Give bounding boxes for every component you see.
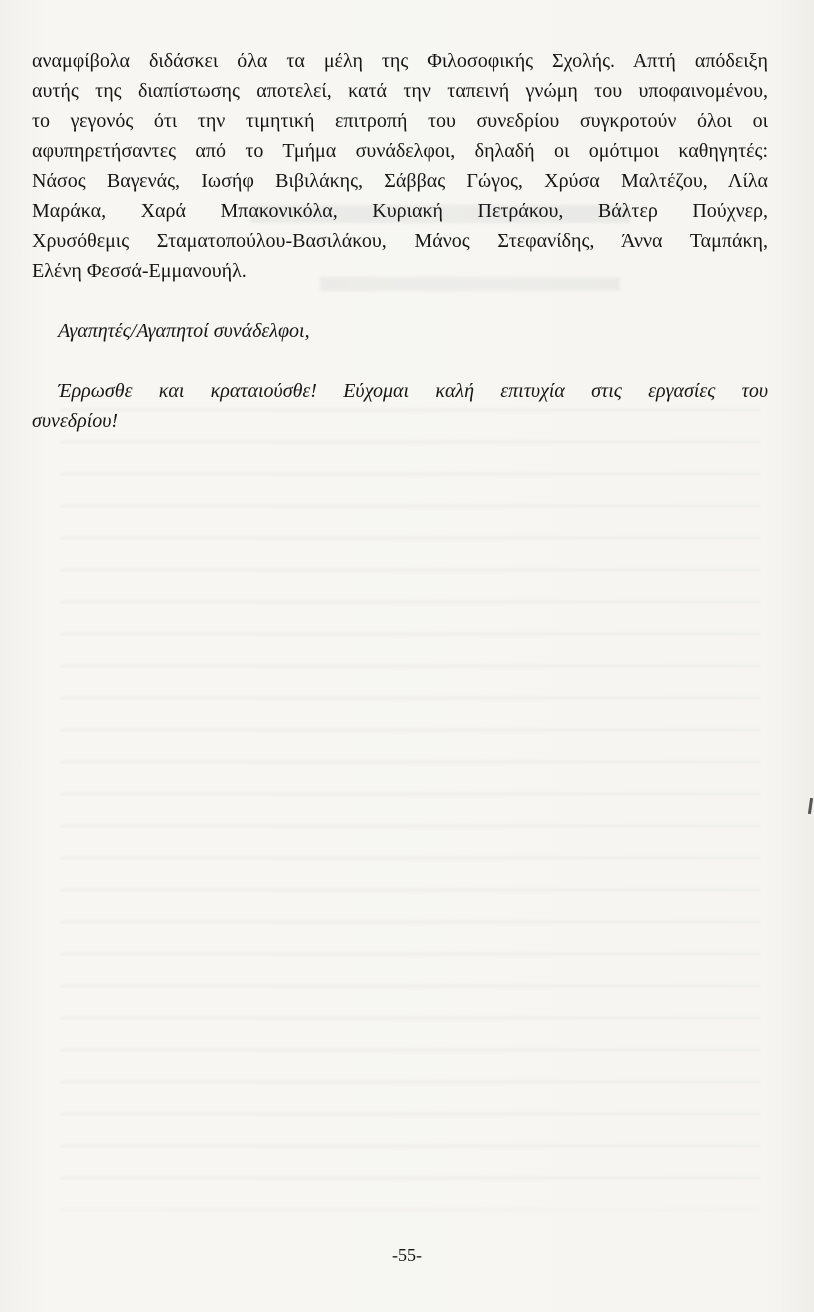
- salutation: Αγαπητές/Αγαπητοί συνάδελφοι,: [58, 320, 310, 342]
- page-number: -55-: [392, 1245, 422, 1265]
- scan-mark: [808, 798, 813, 814]
- paragraph-line-4: αφυπηρετήσαντες από το Τμήμα συνάδελφοι, δηλαδή οι ομότιμοι καθηγητές:: [32, 140, 768, 162]
- spacer: [32, 286, 768, 316]
- paragraph-line-1: αναμφίβολα διδάσκει όλα τα μέλη της Φιλοσοφικής Σχολής. Απτή απόδειξη: [32, 50, 768, 72]
- bleed-through-text: [60, 390, 760, 1210]
- paragraph-line-6: Μαράκα, Χαρά Μπακονικόλα, Κυριακή Πετράκου, Βάλτερ Πούχνερ,: [32, 200, 768, 222]
- paragraph-line-3: το γεγονός ότι την τιμητική επιτροπή του συνεδρίου συγκροτούν όλοι οι: [32, 110, 768, 132]
- paragraph-line-8: Ελένη Φεσσά-Εμμανουήλ.: [32, 260, 247, 282]
- closing-line-2: συνεδρίου!: [32, 410, 119, 432]
- paragraph-line-5: Νάσος Βαγενάς, Ιωσήφ Βιβιλάκης, Σάββας Γώγος, Χρύσα Μαλτέζου, Λίλα: [32, 170, 768, 192]
- closing-line-1: Έρρωσθε και κραταιούσθε! Εύχομαι καλή επιτυχία στις εργασίες του: [58, 380, 768, 402]
- main-text: [32, 46, 768, 436]
- spacer: [32, 346, 768, 376]
- paragraph-line-2: αυτής της διαπίστωσης αποτελεί, κατά την ταπεινή γνώμη του υποφαινομένου,: [32, 80, 768, 102]
- paragraph-line-7: Χρυσόθεμις Σταματοπούλου-Βασιλάκου, Μάνος Στεφανίδης, Άννα Ταμπάκη,: [32, 230, 768, 252]
